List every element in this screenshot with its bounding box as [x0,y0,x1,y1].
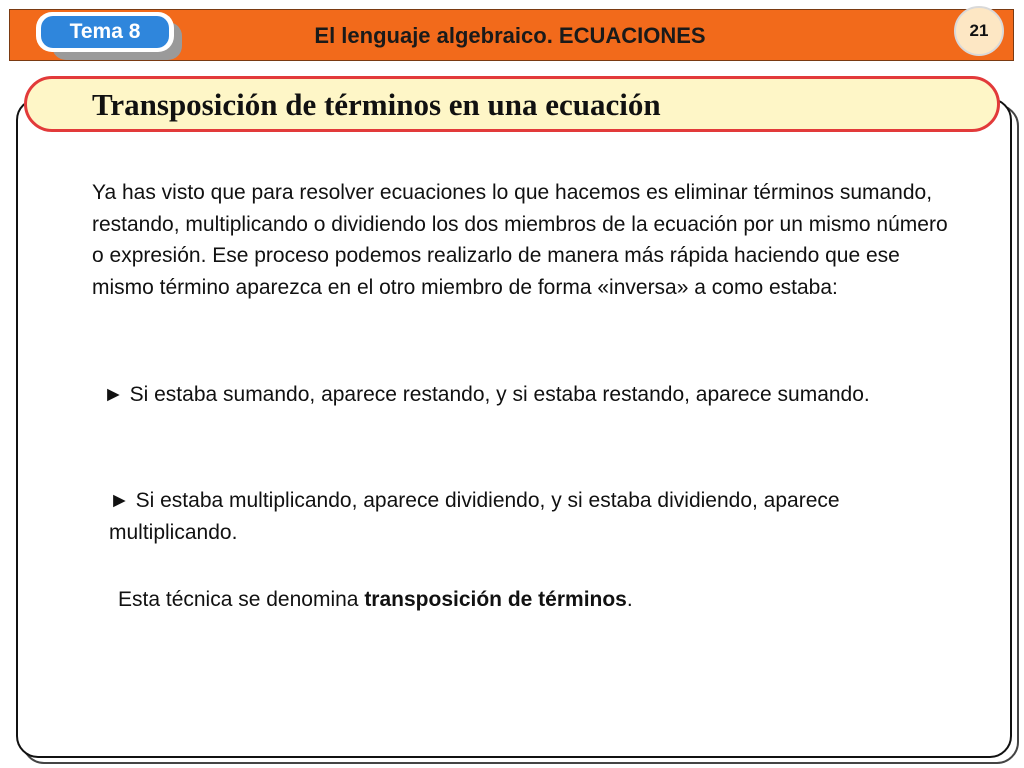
bullet-addition-rule: ► Si estaba sumando, aparece restando, y si estaba restando, aparece sumando. [103,383,870,406]
tema-label: Tema 8 [41,16,169,48]
definition-suffix: . [626,588,633,611]
definition-prefix: Esta técnica se denomina [118,588,365,611]
header-title: El lenguaje algebraico. ECUACIONES [314,23,706,48]
slide-title: Transposición de términos en una ecuación [92,87,661,122]
intro-paragraph: Ya has visto que para resolver ecuaciones lo que hacemos es eliminar términos sumando, restando, multiplicando o dividiendo los dos miembros de la ecuación por un mismo número o expresión. Ese proceso podemos realizarlo de manera más rápida haciendo que ese mismo término aparezca en el otro miembro de forma «inversa» a como estaba: [92,181,948,299]
page-number: 21 [954,6,1004,56]
bullet-multiplication-rule: ► Si estaba multiplicando, aparece dividiendo, y si estaba dividiendo, aparece multiplicando. [109,489,840,544]
definition-sentence [118,584,918,616]
definition-term: transposición de términos [364,588,627,611]
